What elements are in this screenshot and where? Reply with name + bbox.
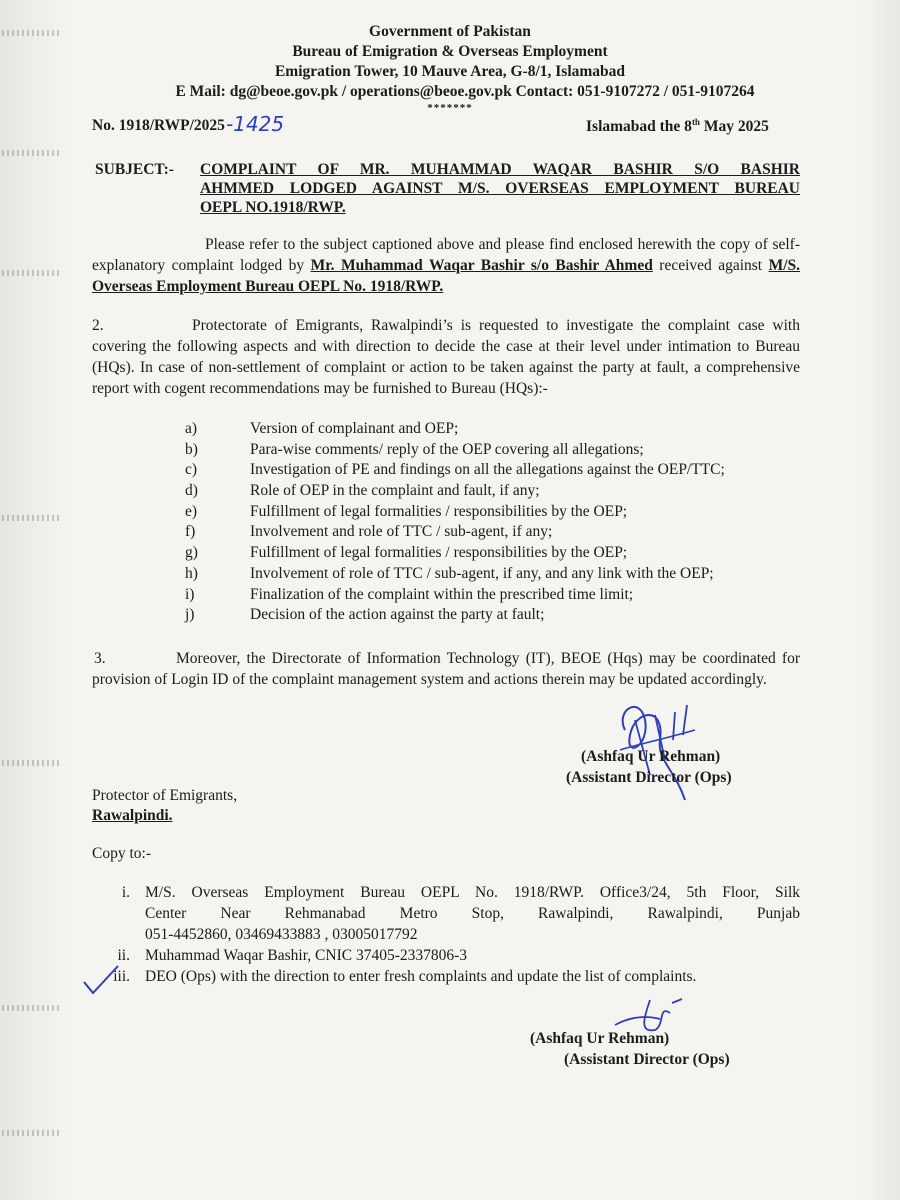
aspect-text: Para-wise comments/ reply of the OEP covering all allegations; — [250, 440, 644, 458]
aspect-item — [185, 523, 805, 544]
letterhead-address: Emigration Tower, 10 Mauve Area, G-8/1, Islamabad — [274, 63, 626, 80]
aspect-item — [185, 565, 805, 586]
aspect-text: Version of complainant and OEP; — [250, 420, 459, 437]
aspect-marker: i) — [185, 585, 195, 603]
scan-shadow-left — [0, 0, 70, 1200]
handwritten-dispatch-number: -1425 — [226, 112, 285, 136]
subject-text — [200, 160, 800, 217]
place-and-date — [586, 117, 769, 136]
aspect-text: Decision of the action against the party at fault; — [250, 606, 545, 624]
copy-item-line: Center Near Rehmanabad Metro Stop, Rawalpindi, Rawalpindi, Punjab — [145, 905, 800, 922]
copy-item — [92, 966, 800, 987]
addressee-office: Protector of Emigrants, — [92, 787, 238, 804]
signatory-1-name: (Ashfaq Ur Rehman) — [581, 748, 721, 765]
paragraph-3 — [92, 648, 800, 690]
aspect-item — [185, 586, 805, 607]
scan-speckle — [2, 150, 62, 156]
copy-to-list — [92, 882, 800, 987]
checkmark-icon — [80, 960, 125, 1000]
addressee-city: Rawalpindi. — [92, 807, 173, 824]
aspect-text: Involvement of role of TTC / sub-agent, if any, and any link with the OEP; — [250, 564, 714, 582]
paragraph-1 — [92, 234, 800, 297]
subject-line-1: COMPLAINT OF MR. MUHAMMAD WAQAR BASHIR S/O BASHIR — [200, 161, 800, 178]
date-ordinal: th — [691, 117, 700, 127]
letterhead-contact: E Mail: dg@beoe.gov.pk / operations@beoe.gov.pk Contact: 051-9107272 / 051-9107264 — [175, 83, 755, 100]
aspect-marker: d) — [185, 482, 198, 500]
scan-speckle — [2, 515, 62, 521]
paragraph-2 — [92, 315, 800, 399]
reference-number: No. 1918/RWP/2025 — [92, 117, 225, 134]
aspect-item — [185, 606, 805, 627]
letterhead-separator: ******* — [427, 102, 473, 114]
letterhead-bureau: Bureau of Emigration & Overseas Employment — [292, 43, 608, 60]
aspect-item — [185, 503, 805, 524]
aspect-item — [185, 420, 805, 441]
para3-number: 3. — [94, 650, 106, 667]
aspect-item — [185, 482, 805, 503]
aspect-text: Investigation of PE and findings on all the allegations against the OEP/TTC; — [250, 461, 725, 479]
scan-speckle — [2, 270, 62, 276]
aspect-text: Role of OEP in the complaint and fault, if any; — [250, 482, 540, 500]
date-month-year: May 2025 — [699, 118, 769, 136]
scan-shadow-right — [860, 0, 900, 1200]
aspect-marker: c) — [185, 461, 198, 479]
aspect-marker: e) — [185, 502, 198, 520]
letterhead-government: Government of Pakistan — [369, 23, 531, 40]
place-date-main: Islamabad the 8 — [586, 118, 692, 136]
subject-line-3: OEPL NO.1918/RWP. — [200, 199, 346, 216]
aspect-text: Involvement and role of TTC / sub-agent, if any; — [250, 523, 553, 541]
respondent-name: M/S. Overseas Employment Bureau OEPL No. 1918/RWP. — [92, 257, 800, 295]
para2-number: 2. — [92, 317, 104, 334]
scan-speckle — [2, 1130, 62, 1136]
aspect-text: Finalization of the complaint within the prescribed time limit; — [250, 585, 634, 603]
aspect-marker: g) — [185, 544, 198, 562]
signatory-1-designation: (Assistant Director (Ops) — [566, 769, 732, 786]
copy-item-line: 051-4452860, 03469433883 , 03005017792 — [145, 926, 418, 943]
aspect-text: Fulfillment of legal formalities / responsibilities by the OEP; — [250, 544, 628, 562]
addressee — [92, 786, 237, 826]
aspect-marker: b) — [185, 440, 198, 458]
copy-item-marker: iii. — [113, 968, 130, 985]
scan-speckle — [2, 30, 62, 36]
copy-item — [92, 882, 800, 945]
aspect-item — [185, 544, 805, 565]
complainant-name: Mr. Muhammad Waqar Bashir s/o Bashir Ahmed — [310, 257, 653, 274]
copy-item-text — [145, 882, 800, 945]
copy-item-marker: ii. — [117, 947, 130, 964]
aspect-marker: j) — [185, 606, 195, 624]
scan-speckle — [2, 760, 62, 766]
para1-text-a: Please refer to the subject captioned above and please find enclosed herewith the copy of self-explanatory complaint lodged by — [92, 236, 800, 274]
copy-item-line: DEO (Ops) with the direction to enter fresh complaints and update the list of complaints. — [145, 968, 697, 985]
signatory-2-name: (Ashfaq Ur Rehman) — [530, 1030, 670, 1047]
subject-label: SUBJECT:- — [95, 161, 174, 178]
signatory-1-block — [566, 746, 732, 788]
subject-line-2: AHMMED LODGED AGAINST M/S. OVERSEAS EMPLOYMENT BUREAU — [200, 180, 800, 197]
copy-to-label: Copy to:- — [92, 845, 151, 862]
letterhead — [100, 22, 800, 114]
aspect-marker: a) — [185, 420, 198, 437]
signatory-2-block — [530, 1028, 730, 1070]
para1-text-b: received against — [652, 257, 769, 274]
aspect-marker: f) — [185, 523, 196, 541]
signatory-2-designation: (Assistant Director (Ops) — [564, 1051, 730, 1068]
scan-speckle — [2, 1005, 62, 1011]
copy-item-marker: i. — [121, 884, 130, 901]
aspect-marker: h) — [185, 564, 198, 582]
aspects-list — [185, 420, 805, 627]
copy-item-line: Muhammad Waqar Bashir, CNIC 37405-2337806-3 — [145, 947, 468, 964]
aspect-item — [185, 441, 805, 462]
copy-item-line: M/S. Overseas Employment Bureau OEPL No. 1918/RWP. Office3/24, 5th Floor, Silk — [145, 884, 800, 901]
aspect-text: Fulfillment of legal formalities / responsibilities by the OEP; — [250, 502, 628, 520]
copy-item — [92, 945, 800, 966]
para2-text: Protectorate of Emigrants, Rawalpindi’s is requested to investigate the complaint case with covering the following aspects and with direction to decide the case at their level under intimation to Bureau (HQs). In case of non-settlement of complaint or action to be taken against the party at fault, a comprehensive report with cogent recommendations may be furnished to Bureau (HQs):- — [92, 317, 800, 397]
para3-text: Moreover, the Directorate of Information Technology (IT), BEOE (Hqs) may be coordinated for provision of Login ID of the complaint management system and actions therein may be updated accordingly. — [92, 650, 800, 688]
aspect-item — [185, 461, 805, 482]
